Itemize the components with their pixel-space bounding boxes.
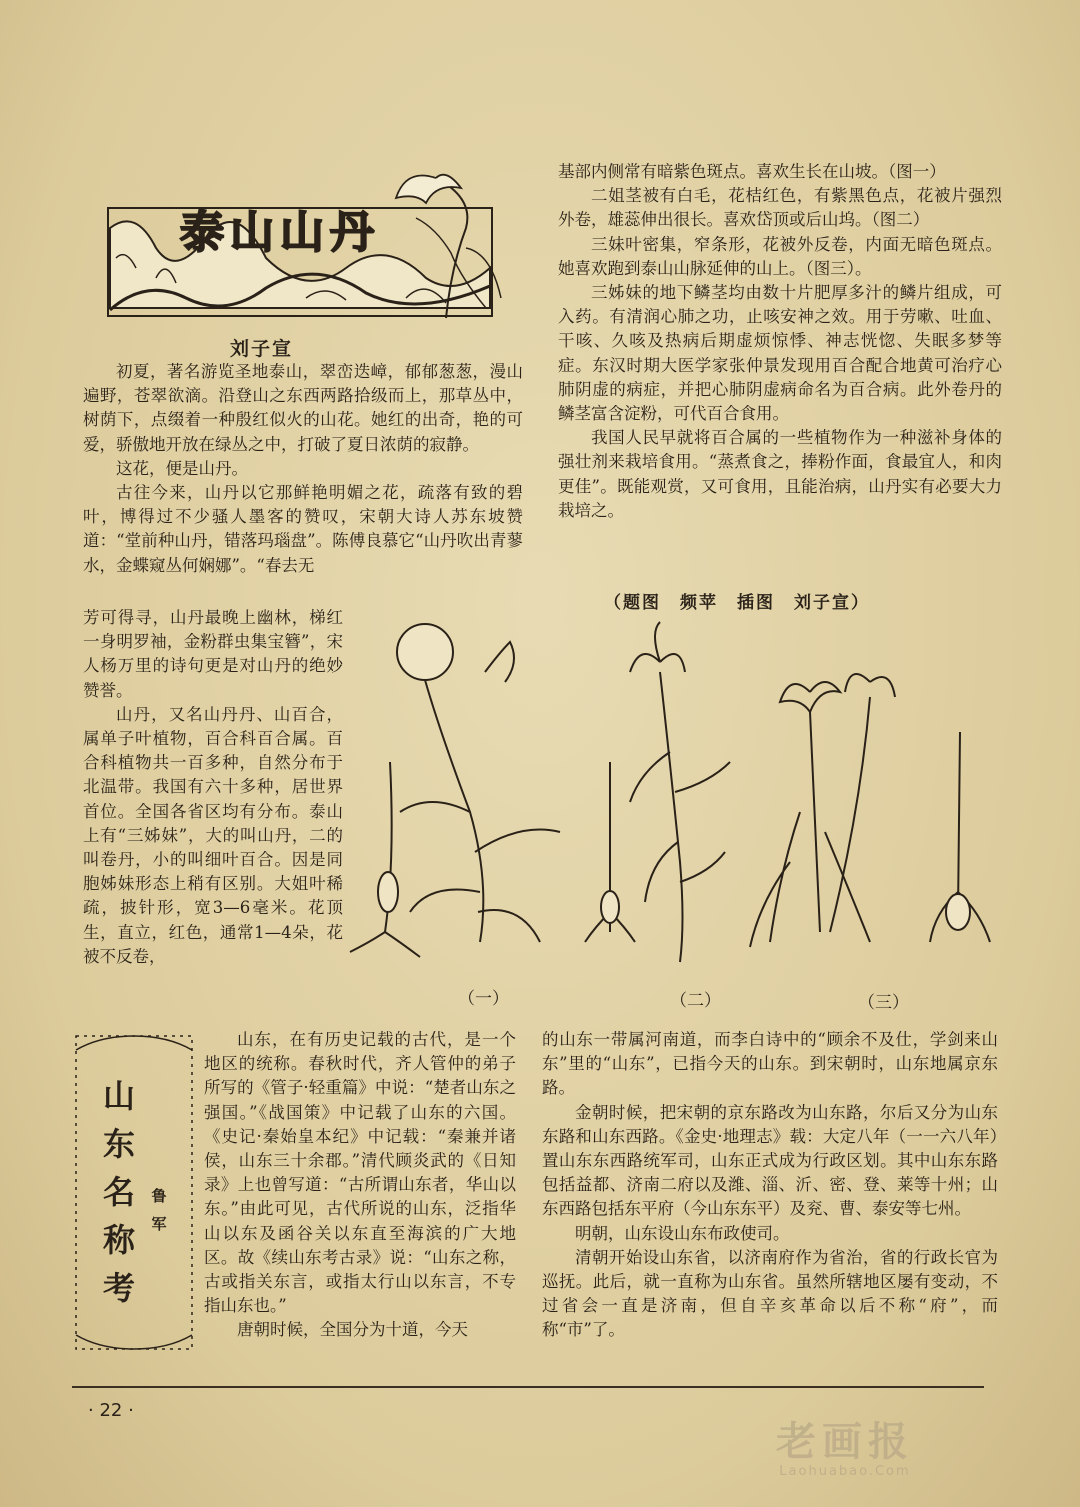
watermark-url: Laohuabao.Com [779, 1464, 911, 1479]
illustration-credits: （题图 频苹 插图 刘子宣） [604, 593, 870, 613]
lily-botanical-illustrations [330, 612, 1020, 1012]
paragraph: 二姐茎被有白毛，花桔红色，有紫黑色点，花被片强烈外卷，雄蕊伸出很长。喜欢岱顶或后山坞。（图二） [558, 186, 1002, 230]
plate-caption-three: （三） [858, 993, 909, 1013]
paragraph: 明朝，山东设山东布政使司。 [575, 1223, 790, 1243]
paragraph: 三妹叶密集，窄条形，花被外反卷，内面无暗色斑点。她喜欢跑到泰山山脉延伸的山上。（图三）。 [558, 234, 1002, 278]
paragraph: 芳可得寻，山丹最晚上幽林，梯红一身明罗袖，金粉群虫集宝簪”，宋人杨万里的诗句更是对山丹的绝妙赞誉。 [83, 608, 343, 700]
article2-left-column [204, 1028, 516, 1343]
article1-left-column [83, 360, 523, 578]
plate-one-illustration [350, 624, 560, 957]
article2-title: 山东名称考 [102, 1077, 135, 1307]
paragraph: 这花，便是山丹。 [116, 458, 248, 478]
paragraph: 初夏，著名游览圣地泰山，翠峦迭嶂，郁郁葱葱，漫山遍野，苍翠欲滴。沿登山之东西两路拾级而上，那草丛中，树荫下，点缀着一种殷红似火的山花。她红的出奇，艳的可爱，骄傲地开放在绿丛之中，打破了夏日浓荫的寂静。 [83, 362, 523, 454]
paragraph: 山东，在有历史记载的古代，是一个地区的统称。春秋时代，齐人管仲的弟子所写的《管子·轻重篇》中说：“楚者山东之强国。”《战国策》中记载了山东的六国。《史记·秦始皇本纪》中记载：“秦兼并诸侯，山东三十余郡。”清代顾炎武的《日知录》上也曾写道：“古所谓山东者，华山以东。”由此可见，古代所说的山东，泛指华山以东及函谷关以东直至海滨的广大地区。故《续山东考古录》说：“山东之称，古或指关东言，或指太行山以东言，不专指山东也。” [204, 1030, 516, 1316]
paragraph: 唐朝时候，全国分为十道，今天 [237, 1320, 468, 1340]
plate-caption-one: （一） [458, 989, 509, 1009]
article1-title: 泰山山丹 [180, 207, 380, 258]
plate-three-illustration [750, 674, 990, 947]
footer-rule [72, 1386, 984, 1388]
paragraph: 三姊妹的地下鳞茎均由数十片肥厚多汁的鳞片组成，可入药。有清润心肺之功，止咳安神之效。用于劳嗽、吐血、干咳、久咳及热病后期虚烦惊悸、神志恍惚、失眠多梦等症。东汉时期大医学家张仲景发现用百合配合地黄可治疗心肺阴虚的病症，并把心肺阴虚病命名为百合病。此外卷丹的鳞茎富含淀粉，可代百合食用。 [558, 283, 1002, 424]
article1-narrow-column [83, 606, 343, 969]
article1-author: 刘子宣 [230, 338, 294, 360]
article1-right-column [558, 160, 1002, 523]
article2-right-column [542, 1028, 998, 1343]
page-number: · 22 · [88, 1400, 134, 1421]
paragraph: 山丹，又名山丹丹、山百合，属单子叶植物，百合科百合属。百合科植物共一百多种，自然分布于北温带。我国有六十多种，居世界首位。全国各省区均有分布。泰山上有“三姊妹”，大的叫山丹，二的叫卷丹，小的叫细叶百合。因是同胞姊妹形态上稍有区别。大姐叶稀疏，披针形，宽3—6毫米。花顶生，直立，红色，通常1—4朵，花被不反卷， [83, 704, 343, 966]
paragraph: 的山东一带属河南道，而李白诗中的“顾余不及仕，学剑来山东”里的“山东”，已指今天的山东。到宋朝时，山东地属京东路。 [542, 1030, 998, 1098]
watermark-text: 老画报 [776, 1419, 914, 1465]
paragraph: 清朝开始设山东省，以济南府作为省治，省的行政长官为巡抚。此后，就一直称为山东省。虽然所辖地区屡有变动，不过省会一直是济南，但自辛亥革命以后不称“府”，而称“市”了。 [542, 1247, 998, 1340]
paragraph: 基部内侧常有暗紫色斑点。喜欢生长在山坡。（图一） [558, 162, 946, 181]
paragraph: 我国人民早就将百合属的一些植物作为一种滋补身体的强壮剂来栽培食用。“蒸煮食之，捧粉作面，食最宜人，和肉更佳”。既能观赏，又可食用，且能治病，山丹实有必要大力栽培之。 [558, 428, 1002, 520]
plate-two-illustration [585, 622, 730, 962]
site-watermark [730, 1420, 960, 1479]
plate-caption-two: （二） [670, 991, 721, 1011]
paragraph: 金朝时候，把宋朝的京东路改为山东路，尔后又分为山东东路和山东西路。《金史·地理志》载：大定八年（一一六八年）置山东东西路统军司，山东正式成为行政区划。其中山东东路包括益都、济南二府以及潍、淄、沂、密、登、莱等十州；山东西路包括东平府（今山东东平）及兖、曹、泰安等七州。 [542, 1102, 998, 1219]
paragraph: 古往今来，山丹以它那鲜艳明媚之花，疏落有致的碧叶，博得过不少骚人墨客的赞叹，宋朝大诗人苏东坡赞道：“堂前种山丹，错落玛瑙盘”。陈傅良慕它“山丹吹出青蓼水，金蝶窥丛何娴娜”。“春去无 [83, 483, 523, 575]
article2-author: 鲁军 [151, 1187, 167, 1233]
